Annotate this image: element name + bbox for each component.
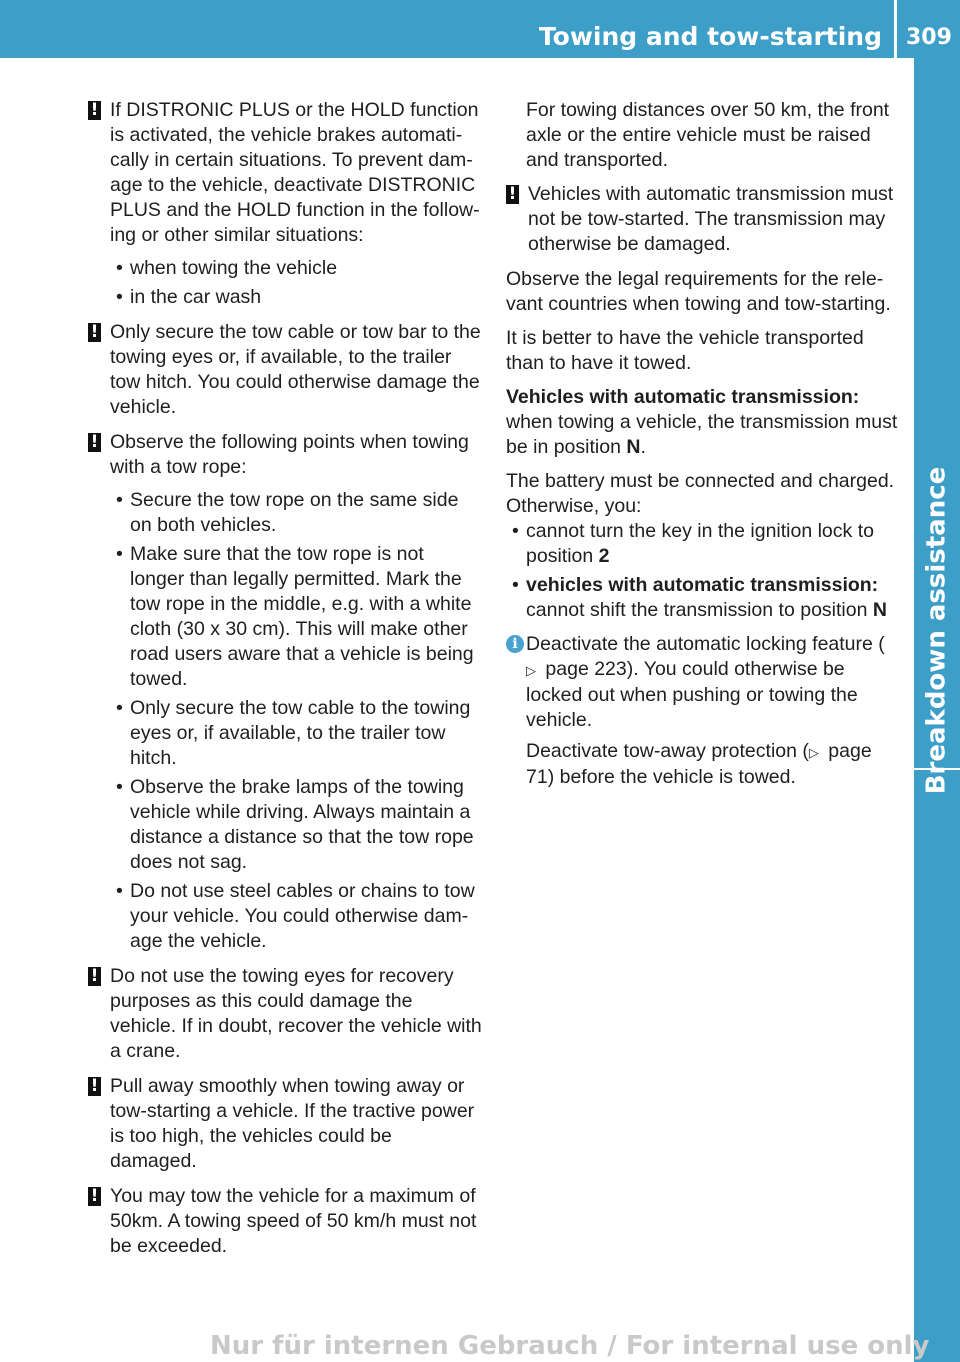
bullet-list bbox=[506, 519, 898, 623]
note-continued: For towing distances over 50 km, the front axle or the entire vehicle must be raised and transported. bbox=[526, 99, 890, 171]
page-reference-arrow-icon: ▷ bbox=[808, 745, 819, 760]
warning-note-recovery bbox=[88, 964, 482, 1064]
header-divider bbox=[894, 0, 897, 58]
warning-note-tow-distance bbox=[88, 1184, 482, 1259]
info-text-start: Deactivate tow-away protection ( bbox=[526, 740, 809, 762]
position-value: N bbox=[626, 436, 641, 458]
list-item-heading: vehicles with automatic transmission: bbox=[526, 574, 879, 596]
warning-note-tow-cable bbox=[88, 320, 482, 420]
info-note-locking bbox=[506, 632, 898, 790]
page-number: 309 bbox=[906, 25, 952, 50]
chapter-title: Towing and tow-starting bbox=[538, 22, 882, 51]
list-item: • Secure the tow rope on the same side on both vehicles. bbox=[110, 488, 482, 538]
paragraph-text-end: . bbox=[640, 436, 646, 458]
list-item: • Do not use steel cables or chains to tow your vehicle. You could otherwise dam-age the vehicle. bbox=[110, 879, 482, 954]
side-tab-label-text: Breakdown assistance bbox=[921, 466, 952, 794]
note-text: You may tow the vehicle for a maximum of 50km. A towing speed of 50 km/h must not be exceeded. bbox=[110, 1185, 477, 1257]
warning-note-tow-start bbox=[506, 182, 898, 257]
warning-note-distronic bbox=[88, 98, 482, 310]
left-column bbox=[88, 98, 482, 1269]
warning-note-tow-rope bbox=[88, 430, 482, 954]
header-bar bbox=[0, 0, 960, 58]
warning-exclamation-icon: ! bbox=[88, 323, 101, 342]
position-value: 2 bbox=[598, 545, 610, 567]
side-tab-lower bbox=[914, 770, 960, 1362]
page-reference-link[interactable]: page 71) before the vehicle is towed. bbox=[526, 740, 872, 788]
list-item: • Make sure that the tow rope is not longer than legally permitted. Mark the tow rope in the middle, e.g. with a white cloth (30 x 30 cm). This will make other road users aware that a vehicle is being towed. bbox=[110, 542, 482, 692]
warning-exclamation-icon: ! bbox=[88, 433, 101, 452]
bullet-list bbox=[110, 256, 482, 310]
note-text: Observe the following points when towing with a tow rope: bbox=[110, 431, 469, 478]
list-item-text: cannot shift the transmission to position bbox=[526, 599, 873, 621]
warning-exclamation-icon: ! bbox=[88, 1077, 101, 1096]
side-tab-label bbox=[902, 466, 960, 794]
list-item bbox=[506, 519, 898, 569]
note-text: Pull away smoothly when towing away or tow-starting a vehicle. If the tractive power is too high, the vehicles could be damaged. bbox=[110, 1075, 475, 1172]
note-text: Only secure the tow cable or tow bar to the towing eyes or, if available, to the trailer tow hitch. You could otherwise damage the vehicle. bbox=[110, 321, 481, 418]
list-item bbox=[506, 573, 898, 623]
list-item: • Only secure the tow cable to the towing eyes or, if available, to the trailer tow hitch. bbox=[110, 696, 482, 771]
info-text bbox=[526, 739, 898, 790]
right-column bbox=[506, 98, 898, 800]
note-text: Vehicles with automatic transmission must not be tow-started. The transmission may otherwise be damaged. bbox=[528, 183, 894, 255]
list-item-text: cannot turn the key in the ignition lock to position bbox=[526, 520, 874, 567]
paragraph-text: when towing a vehicle, the transmission must be in position bbox=[506, 411, 898, 458]
warning-exclamation-icon: ! bbox=[88, 101, 101, 120]
watermark: Nur für internen Gebrauch / For internal use only bbox=[210, 1331, 930, 1361]
list-item: • in the car wash bbox=[110, 285, 482, 310]
position-value: N bbox=[872, 599, 887, 621]
warning-note-pull-away bbox=[88, 1074, 482, 1174]
paragraph-battery: The battery must be connected and charged. Otherwise, you: bbox=[506, 470, 895, 517]
paragraph-transport: It is better to have the vehicle transported than to have it towed. bbox=[506, 327, 864, 374]
note-text: Do not use the towing eyes for recovery purposes as this could damage the vehicle. If in doubt, recover the vehicle with a crane. bbox=[110, 965, 482, 1062]
section-heading: Vehicles with automatic transmission: bbox=[506, 386, 860, 408]
list-item: • Observe the brake lamps of the towing vehicle while driving. Always maintain a distance a distance so that the tow rope does not sag. bbox=[110, 775, 482, 875]
warning-exclamation-icon: ! bbox=[88, 967, 101, 986]
warning-exclamation-icon: ! bbox=[506, 185, 519, 204]
paragraph-position bbox=[506, 410, 898, 460]
page-reference-arrow-icon: ▷ bbox=[526, 663, 536, 678]
list-item: • when towing the vehicle bbox=[110, 256, 482, 281]
bullet-list bbox=[110, 488, 482, 954]
paragraph-legal: Observe the legal requirements for the rele-vant countries when towing and tow-starting. bbox=[506, 268, 891, 315]
info-text-start: Deactivate the automatic locking feature ( bbox=[526, 633, 885, 655]
info-text bbox=[526, 632, 898, 733]
info-icon: i bbox=[506, 635, 524, 653]
note-text: If DISTRONIC PLUS or the HOLD function is activated, the vehicle brakes automati-cally in certain situations. To prevent dam-age to the vehicle, deactivate DISTRONIC PLUS and the HOLD function in the follow-ing or other similar situations: bbox=[110, 99, 480, 246]
warning-exclamation-icon: ! bbox=[88, 1187, 101, 1206]
page-reference-link[interactable]: page 223). You could otherwise be locked out when pushing or towing the vehicle. bbox=[526, 658, 858, 731]
